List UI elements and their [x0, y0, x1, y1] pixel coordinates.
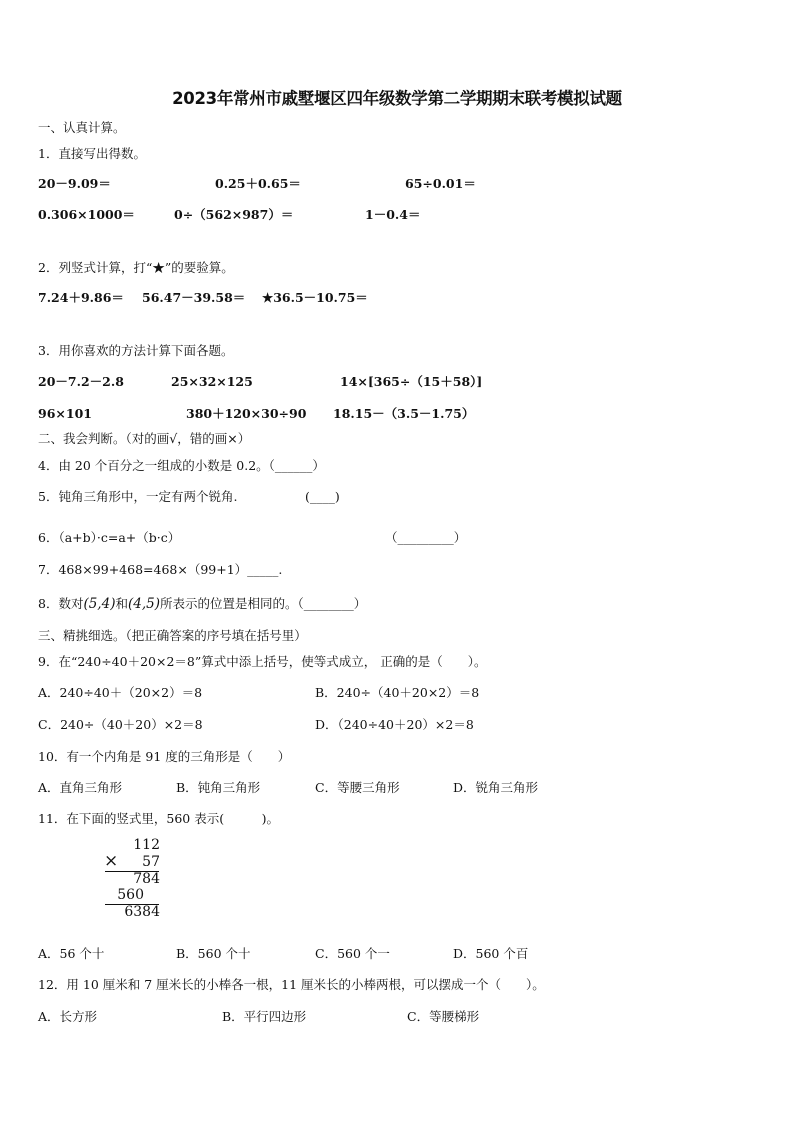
q2-item-3: ★36.5－10.75＝: [262, 290, 368, 305]
question-1-stem: 1．直接写出得数。: [38, 146, 146, 161]
q10-option-a: A．直角三角形: [38, 780, 123, 795]
q10-option-c: C．等腰三角形: [315, 780, 400, 795]
q9-option-b: B．240÷（40＋20×2）＝8: [315, 685, 480, 700]
page-title: 2023年常州市戚墅堰区四年级数学第二学期期末联考模拟试题: [172, 89, 622, 108]
question-4: 4．由 20 个百分之一组成的小数是 0.2。（______）: [38, 458, 325, 473]
vertical-multiplication: [102, 838, 172, 920]
q1-item-6: 1－0.4＝: [365, 207, 421, 222]
q1-item-5: 0÷（562×987）＝: [174, 207, 294, 222]
partial-product-2: 560: [117, 887, 144, 903]
question-10-stem: 10．有一个内角是 91 度的三角形是（ ）: [38, 749, 291, 764]
question-6-stem: 6．（a+b）·c=a+（b·c）: [38, 530, 181, 545]
question-7: 7．468×99+468=468×（99+1）_____.: [38, 562, 283, 577]
q11-option-b: B．560 个十: [176, 946, 251, 961]
q11-option-a: A．56 个十: [38, 946, 105, 961]
q3-item-3: 14×[365÷（15＋58）]: [340, 374, 483, 389]
question-8-suffix: 所表示的位置是相同的。（________）: [160, 596, 367, 611]
q10-option-b: B．钝角三角形: [176, 780, 261, 795]
q3-item-1: 20－7.2－2.8: [38, 374, 124, 389]
q12-option-a: A．长方形: [38, 1009, 98, 1024]
section-heading-3: 三、精挑细选。（把正确答案的序号填在括号里）: [38, 628, 307, 643]
multiplier: 57: [142, 854, 160, 870]
q11-option-c: C．560 个一: [315, 946, 390, 961]
question-3-stem: 3．用你喜欢的方法计算下面各题。: [38, 343, 234, 358]
q12-option-b: B．平行四边形: [222, 1009, 307, 1024]
question-12-stem: 12．用 10 厘米和 7 厘米长的小棒各一根，11 厘米长的小棒两根，可以摆成一个（ ）。: [38, 977, 545, 992]
question-11-stem: 11．在下面的竖式里，560 表示( )。: [38, 811, 279, 826]
question-8: [38, 598, 366, 612]
section-heading-1: 一、认真计算。: [38, 120, 126, 135]
multiplicand: 112: [133, 837, 160, 853]
question-5-stem: 5．钝角三角形中，一定有两个锐角.: [38, 489, 238, 504]
q10-option-d: D．锐角三角形: [453, 780, 539, 795]
q3-item-5: 380＋120×30÷90: [186, 406, 307, 421]
question-5-blank: (____): [305, 489, 340, 504]
q9-option-d: D．（240÷40＋20）×2＝8: [315, 717, 474, 732]
question-8-mid: 和: [115, 596, 128, 611]
q11-option-d: D．560 个百: [453, 946, 529, 961]
final-product: 6384: [124, 904, 160, 920]
coordinate-pair-2: (4,5): [127, 596, 160, 612]
multiply-sign: ×: [104, 851, 119, 871]
coordinate-pair-1: (5,4): [83, 596, 116, 612]
section-heading-2: 二、我会判断。（对的画√，错的画×）: [38, 431, 251, 446]
q9-option-a: A．240÷40＋（20×2）＝8: [38, 685, 203, 700]
q1-item-2: 0.25＋0.65＝: [215, 176, 301, 191]
partial-product-1: 784: [133, 871, 160, 887]
question-8-prefix: 8．数对: [38, 596, 84, 611]
question-2-stem: 2．列竖式计算，打“★”的要验算。: [38, 260, 234, 275]
q2-item-2: 56.47－39.58＝: [142, 290, 246, 305]
question-6-blank: （_________）: [385, 530, 467, 545]
q12-option-c: C．等腰梯形: [407, 1009, 480, 1024]
q3-item-2: 25×32×125: [171, 374, 253, 389]
q2-item-1: 7.24＋9.86＝: [38, 290, 124, 305]
question-9-stem: 9．在“240÷40＋20×2＝8”算式中添上括号，使等式成立， 正确的是（ ）。: [38, 654, 487, 669]
q1-item-4: 0.306×1000＝: [38, 207, 135, 222]
q3-item-6: 18.15－（3.5－1.75）: [333, 406, 475, 421]
q1-item-1: 20－9.09＝: [38, 176, 111, 191]
q1-item-3: 65÷0.01＝: [405, 176, 476, 191]
q9-option-c: C．240÷（40＋20）×2＝8: [38, 717, 203, 732]
q3-item-4: 96×101: [38, 406, 92, 421]
